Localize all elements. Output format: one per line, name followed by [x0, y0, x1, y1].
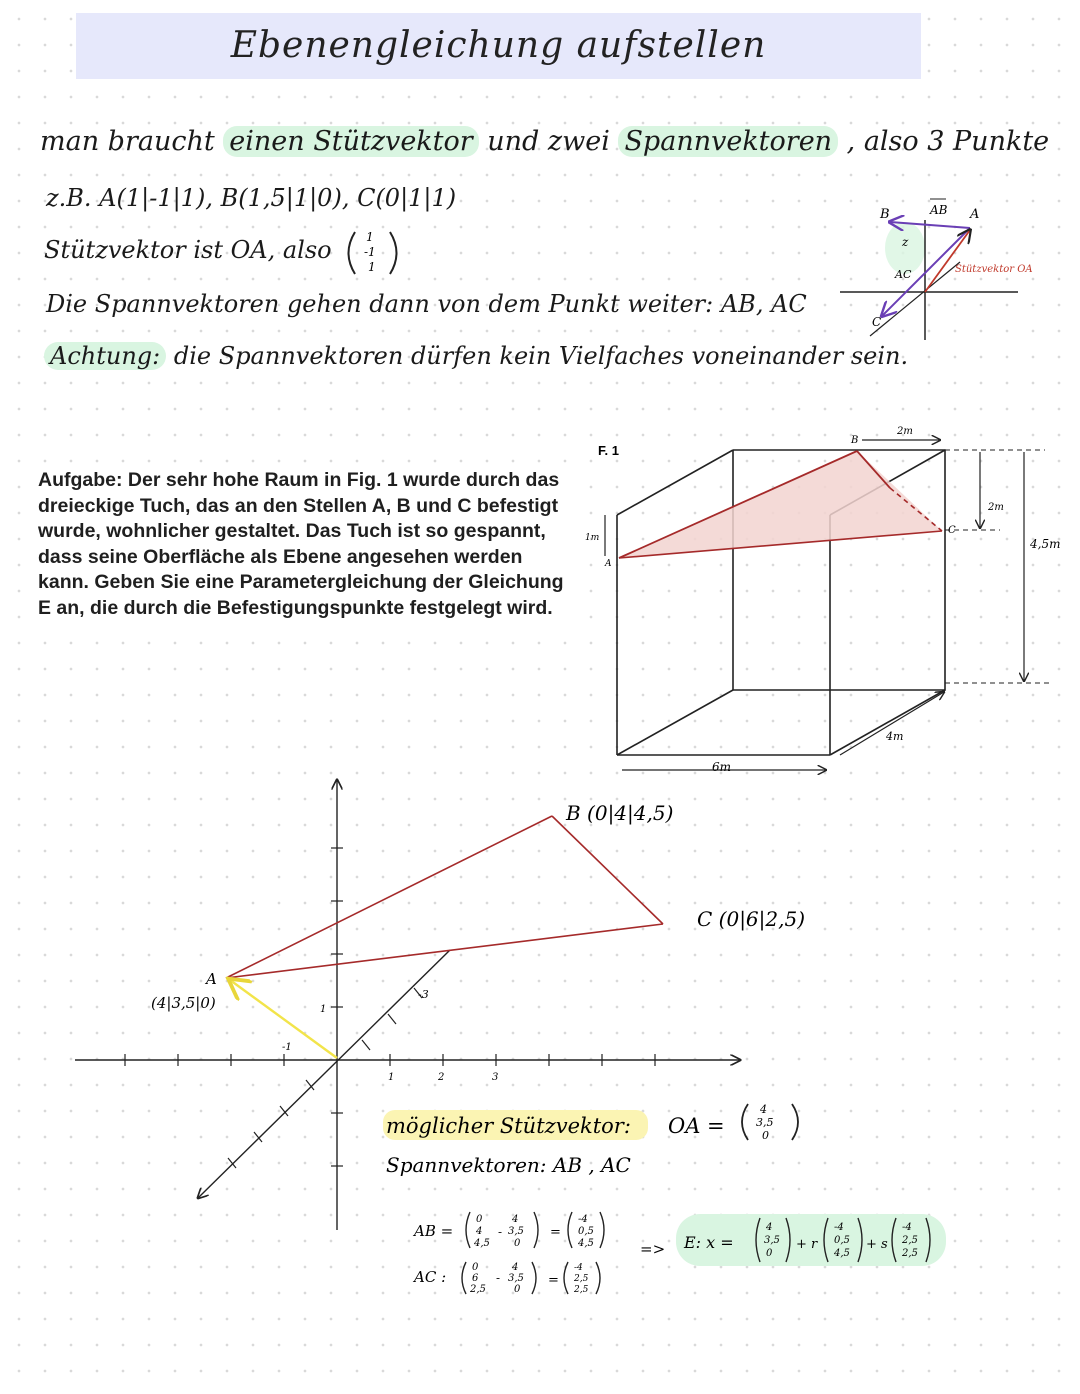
vec-entry: 1: [366, 230, 374, 244]
vec-entry: 4,5: [834, 1248, 850, 1259]
stuetz-label: möglicher Stützvektor:: [386, 1114, 631, 1138]
tick-m1: -1: [282, 1042, 292, 1053]
vec-entry: 0: [514, 1238, 521, 1249]
point-a: A: [605, 559, 612, 569]
vec-entry: 0: [476, 1214, 483, 1225]
sketch-label-ab: AB: [930, 203, 948, 217]
vec-entry: 2,5: [902, 1248, 918, 1259]
dim-6m: 6m: [712, 760, 732, 774]
plane-label: E: x =: [684, 1233, 734, 1252]
vec-entry: -1: [364, 245, 376, 259]
vec-entry: -4: [574, 1263, 583, 1273]
plot-label-b: B (0|4|4,5): [566, 801, 674, 825]
dim-2m-right: 2m: [988, 502, 1004, 513]
vec-entry: 3,5: [764, 1235, 780, 1246]
vec-entry: 0: [472, 1262, 479, 1273]
highlight-spannvektoren: Spannvektoren: [618, 126, 838, 157]
plot-label-c: C (0|6|2,5): [697, 907, 805, 931]
dim-4-5m: 4,5m: [1030, 537, 1061, 551]
vec-entry: 2,5: [574, 1285, 589, 1295]
sketch-label-z: z: [902, 235, 909, 249]
operator: -: [498, 1225, 503, 1239]
highlight-achtung: Achtung:: [44, 342, 166, 370]
dim-2m-top: 2m: [897, 426, 913, 437]
task-text: Aufgabe: Der sehr hohe Raum in Fig. 1 wurde durch das dreieckige Tuch, das an den Stellen A, B und C befestigt wurde, wohnlicher gestaltet. Das Tuch ist so gespannt, dass seine Oberfläche als Ebene angesehen werden kann. Geben Sie eine Parametergleichung der Gleichung E an, die durch die Befestigungspunkte festgelegt wird.: [38, 468, 578, 621]
intro-text: man braucht: [40, 126, 224, 157]
intro-text: , also 3 Punkte: [838, 126, 1050, 157]
sketch-label-b: B: [880, 207, 890, 222]
page-title: Ebenengleichung aufstellen: [230, 25, 767, 66]
sketch-label-ac: AC: [895, 268, 912, 281]
vec-entry: 4: [476, 1226, 483, 1237]
vec-entry: 0,5: [578, 1226, 594, 1237]
point-c: C: [948, 525, 956, 536]
operator: =: [550, 1225, 561, 1240]
intro-text: Stützvektor ist OA, also: [44, 236, 332, 264]
vec-entry: -4: [902, 1222, 912, 1233]
vector-sketch: [840, 199, 1033, 340]
stuetz-vec-entry: 0: [762, 1129, 769, 1142]
vec-entry: 3,5: [508, 1226, 524, 1237]
vec-entry: 4: [512, 1214, 519, 1225]
sketch-label-stuetzvektor: Stützvektor OA: [955, 264, 1033, 275]
tick-x1: 1: [388, 1072, 395, 1083]
stuetz-vec-entry: 4: [760, 1103, 767, 1116]
figure-label: F. 1: [598, 443, 619, 458]
vec-entry: 2,5: [470, 1284, 486, 1295]
vec-entry: 4: [766, 1222, 773, 1233]
stuetz-vec-entry: 3,5: [756, 1116, 774, 1129]
ac-label: AC :: [414, 1268, 447, 1286]
intro-line-4: Die Spannvektoren gehen dann von dem Punkt weiter: AB, AC: [46, 290, 807, 318]
implies-arrow: =>: [640, 1240, 666, 1258]
plot-coord-a: (4|3,5|0): [151, 994, 216, 1012]
dim-4m: 4m: [886, 730, 904, 743]
operator: =: [548, 1273, 559, 1288]
operator: + r: [796, 1237, 818, 1252]
ab-label: AB =: [414, 1222, 454, 1240]
operator: + s: [866, 1237, 888, 1252]
vec-entry: 0: [514, 1284, 521, 1295]
vec-entry: 1: [368, 260, 376, 274]
room-figure: [585, 426, 1060, 774]
vec-entry: -4: [834, 1222, 844, 1233]
solution: [383, 1103, 946, 1295]
operator: -: [496, 1271, 501, 1285]
intro-line-2: z.B. A(1|-1|1), B(1,5|1|0), C(0|1|1): [46, 184, 457, 212]
dim-1m: 1m: [585, 533, 600, 543]
sketch-label-a: A: [970, 207, 980, 222]
sketch-label-c: C: [872, 315, 882, 329]
plot-label-a: A: [206, 970, 217, 988]
vec-entry: 2,5: [574, 1274, 589, 1284]
vec-entry: 0: [766, 1248, 773, 1259]
intro-text: die Spannvektoren dürfen kein Vielfaches voneinander sein.: [166, 342, 909, 370]
tick-x3: 3: [492, 1072, 499, 1083]
highlight-stuetzvektor: einen Stützvektor: [223, 126, 478, 157]
spann-label: Spannvektoren: AB , AC: [386, 1153, 631, 1177]
vec-entry: 3,5: [508, 1273, 524, 1284]
vec-entry: 6: [472, 1273, 479, 1284]
vec-entry: 4: [512, 1262, 519, 1273]
intro-text: und zwei: [478, 126, 619, 157]
stuetz-oa: OA =: [668, 1114, 725, 1138]
vec-entry: 4,5: [578, 1238, 594, 1249]
vec-entry: -4: [578, 1214, 588, 1225]
tick-x2: 2: [438, 1072, 445, 1083]
vec-entry: 2,5: [902, 1235, 918, 1246]
tick-y1: 1: [320, 1004, 327, 1015]
vec-entry: 0,5: [834, 1235, 850, 1246]
tick-m3: -3: [418, 988, 429, 1001]
point-b: B: [851, 435, 859, 446]
vec-entry: 4,5: [474, 1238, 490, 1249]
